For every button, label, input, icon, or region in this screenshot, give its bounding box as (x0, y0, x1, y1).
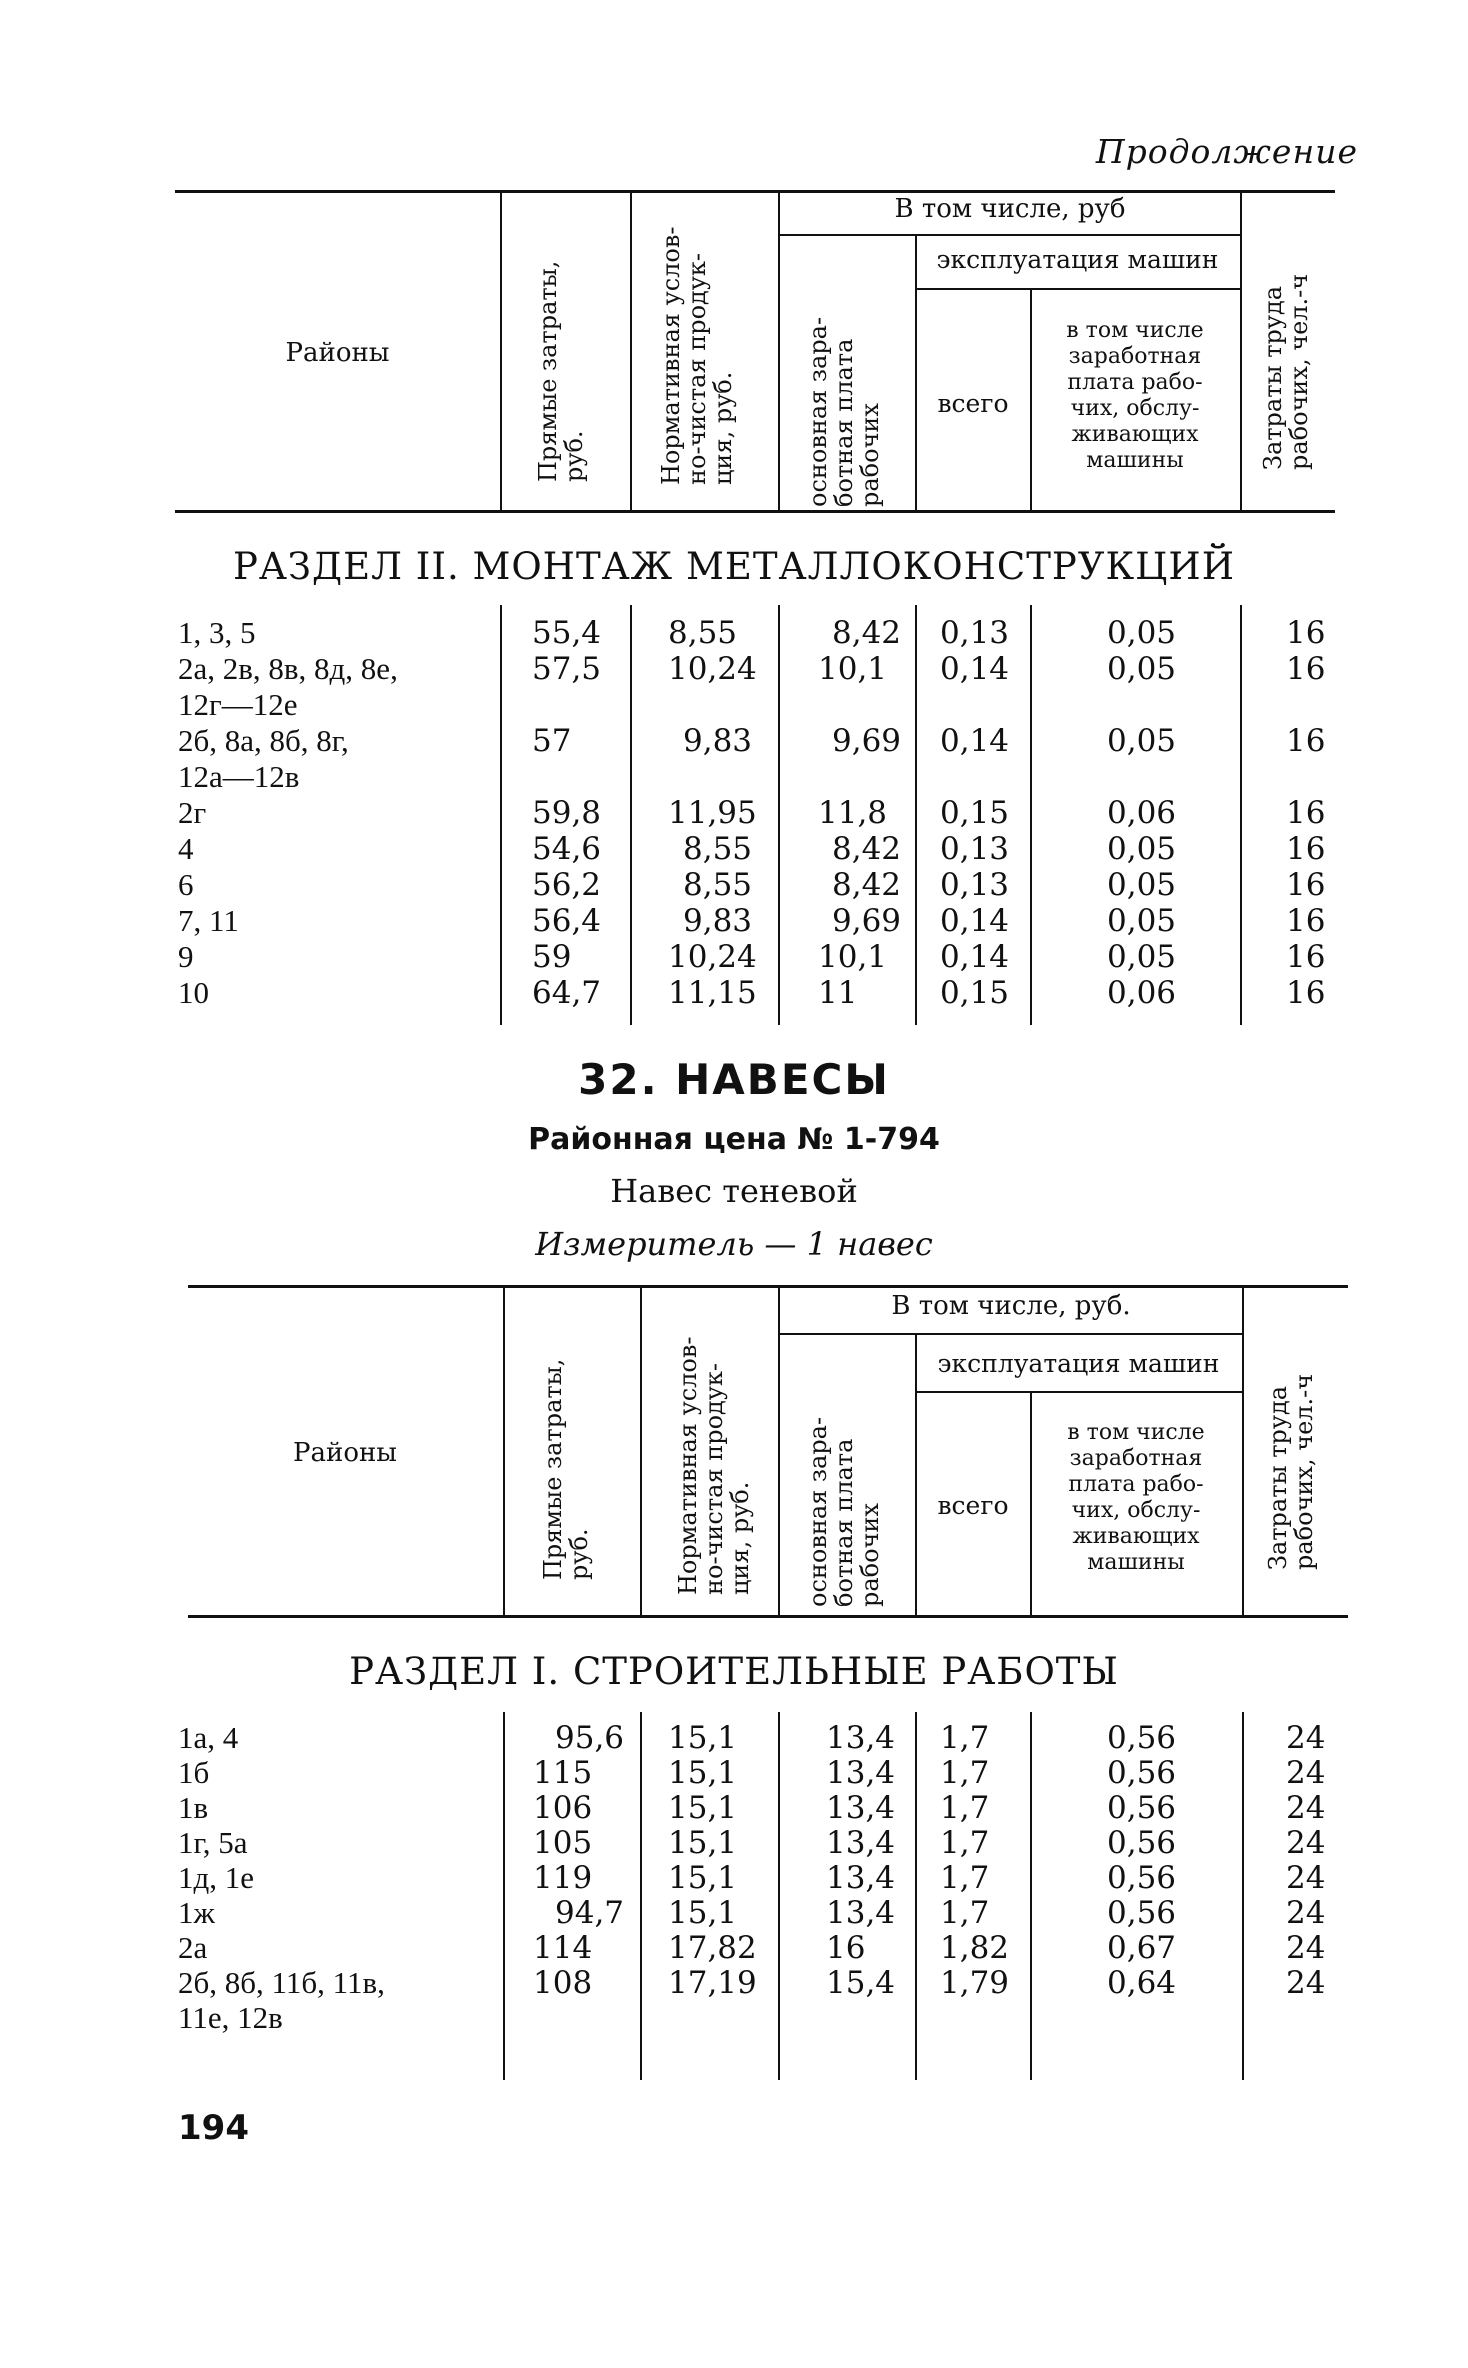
cell-rayon: 2б, 8б, 11б, 11в, (178, 1965, 385, 2000)
cell-vtch: 0,64 (1107, 1965, 1177, 2001)
cell-rayon: 1д, 1е (178, 1860, 255, 1895)
table1-col-divider (500, 190, 502, 510)
table2-body-divider (915, 1712, 917, 2080)
heading-subtitle: Навес теневой (610, 1172, 858, 1210)
cell-trud: 24 (1286, 1930, 1326, 1966)
cell-pryamye: 105 (533, 1825, 593, 1861)
cell-osn: 10,1 (818, 939, 888, 975)
table2-header-bottom-rule (188, 1615, 1348, 1618)
cell-osn: 8,42 (832, 867, 902, 903)
cell-norm: 8,55 (683, 867, 753, 903)
cell-vsego: 1,7 (940, 1720, 990, 1756)
cell-vsego: 0,15 (940, 975, 1010, 1011)
cell-vtch: 0,05 (1107, 867, 1177, 903)
cell-pryamye: 64,7 (532, 975, 602, 1011)
cell-vtch: 0,56 (1107, 1895, 1177, 1931)
table2-header-pryamye: Прямые затраты, руб. (539, 1358, 593, 1580)
table2-header-v-tom-chisle-zarplata: в том числе заработная плата рабо- чих, обслу- живающих машины (1067, 1420, 1205, 1575)
cell-trud: 24 (1286, 1965, 1326, 2001)
cell-vsego: 0,15 (940, 795, 1010, 831)
cell-rayon: 9 (178, 939, 194, 974)
cell-osn: 8,42 (832, 831, 902, 867)
heading-title: 32. НАВЕСЫ (578, 1055, 890, 1104)
cell-vsego: 0,14 (940, 651, 1010, 687)
table1-header-v-tom-chisle-zarplata: в том числе заработная плата рабо- чих, обслу- живающих машины (1066, 318, 1204, 473)
cell-osn: 13,4 (826, 1790, 896, 1826)
cell-osn: 13,4 (826, 1895, 896, 1931)
table2-header-zatraty-truda: Затраты труда рабочих, чел.-ч (1264, 1373, 1318, 1570)
cell-osn: 10,1 (818, 651, 888, 687)
cell-norm: 15,1 (668, 1720, 738, 1756)
cell-trud: 24 (1286, 1790, 1326, 1826)
cell-rayon: 10 (178, 975, 209, 1010)
cell-rayon-cont: 11е, 12в (178, 2000, 283, 2035)
cell-pryamye: 56,2 (532, 867, 602, 903)
page-number: 194 (178, 2108, 249, 2148)
table2-body-divider (778, 1712, 780, 2080)
cell-norm: 9,83 (683, 723, 753, 759)
cell-osn: 13,4 (826, 1860, 896, 1896)
table1-col-divider (778, 190, 780, 510)
cell-norm: 10,24 (668, 939, 757, 975)
cell-vtch: 0,56 (1107, 1755, 1177, 1791)
cell-trud: 24 (1286, 1825, 1326, 1861)
cell-trud: 24 (1286, 1755, 1326, 1791)
cell-norm: 17,82 (668, 1930, 757, 1966)
cell-pryamye: 95,6 (555, 1720, 625, 1756)
table1-header-rayony: Районы (285, 338, 390, 368)
cell-vsego: 0,14 (940, 903, 1010, 939)
cell-norm: 17,19 (668, 1965, 757, 2001)
cell-osn: 13,4 (826, 1720, 896, 1756)
table1-body-divider (1240, 605, 1242, 1025)
cell-rayon: 1в (178, 1790, 209, 1825)
cell-vtch: 0,56 (1107, 1720, 1177, 1756)
cell-vsego: 1,82 (940, 1930, 1010, 1966)
cell-norm: 10,24 (668, 651, 757, 687)
cell-norm: 8,55 (683, 831, 753, 867)
cell-norm: 15,1 (668, 1860, 738, 1896)
table2-header-ekspluatatsiya: эксплуатация машин (937, 1349, 1220, 1378)
table2-body-divider (1030, 1712, 1032, 2080)
cell-trud: 16 (1286, 615, 1326, 651)
cell-rayon: 2а (178, 1930, 208, 1965)
cell-trud: 16 (1286, 651, 1326, 687)
cell-vtch: 0,56 (1107, 1825, 1177, 1861)
cell-norm: 9,83 (683, 903, 753, 939)
cell-osn: 11 (818, 975, 858, 1011)
table1-col-divider (1240, 190, 1242, 510)
cell-vtch: 0,06 (1107, 795, 1177, 831)
cell-vtch: 0,05 (1107, 615, 1177, 651)
cell-norm: 11,15 (668, 975, 757, 1011)
cell-vsego: 1,79 (940, 1965, 1010, 2001)
cell-norm: 15,1 (668, 1825, 738, 1861)
table1-top-rule (175, 190, 1335, 193)
cell-vtch: 0,05 (1107, 651, 1177, 687)
cell-rayon-cont: 12а—12в (178, 759, 300, 794)
table2-col-divider (1242, 1285, 1244, 1615)
heading-measure: Измеритель — 1 навес (535, 1225, 933, 1263)
cell-pryamye: 57,5 (532, 651, 602, 687)
cell-vtch: 0,56 (1107, 1790, 1177, 1826)
cell-osn: 13,4 (826, 1755, 896, 1791)
cell-vsego: 1,7 (940, 1755, 990, 1791)
cell-rayon: 1б (178, 1755, 210, 1790)
cell-vsego: 1,7 (940, 1790, 990, 1826)
table2-sub-rule (778, 1333, 1242, 1335)
cell-trud: 16 (1286, 903, 1326, 939)
cell-vtch: 0,67 (1107, 1930, 1177, 1966)
cell-osn: 11,8 (818, 795, 888, 831)
table2-header-osnovnaya: основная зара- ботная плата рабочих (804, 1416, 884, 1607)
table1-header-vsego: всего (937, 389, 1009, 418)
cell-pryamye: 55,4 (532, 615, 602, 651)
cell-vtch: 0,05 (1107, 831, 1177, 867)
table1-section-title: РАЗДЕЛ II. МОНТАЖ МЕТАЛЛОКОНСТРУКЦИЙ (233, 545, 1235, 588)
table2-body-divider (503, 1712, 505, 2080)
cell-trud: 16 (1286, 831, 1326, 867)
cell-osn: 16 (826, 1930, 866, 1966)
cell-osn: 8,42 (832, 615, 902, 651)
cell-osn: 9,69 (832, 723, 902, 759)
cell-pryamye: 54,6 (532, 831, 602, 867)
cell-vtch: 0,05 (1107, 903, 1177, 939)
cell-vtch: 0,56 (1107, 1860, 1177, 1896)
cell-vsego: 0,14 (940, 723, 1010, 759)
cell-pryamye: 57 (532, 723, 572, 759)
cell-rayon: 2б, 8а, 8б, 8г, (178, 723, 349, 758)
cell-norm: 15,1 (668, 1790, 738, 1826)
table1-body-divider (1030, 605, 1032, 1025)
cell-vsego: 0,13 (940, 867, 1010, 903)
table1-header-bottom-rule (175, 510, 1335, 513)
table1-header-normativnaya: Нормативная услов- но-чистая продук- ция, руб. (657, 226, 737, 485)
table2-col-divider (503, 1285, 505, 1615)
cell-osn: 9,69 (832, 903, 902, 939)
cell-pryamye: 115 (533, 1755, 593, 1791)
cell-vsego: 0,13 (940, 831, 1010, 867)
cell-osn: 15,4 (826, 1965, 896, 2001)
table2-section-title: РАЗДЕЛ I. СТРОИТЕЛЬНЫЕ РАБОТЫ (349, 1650, 1119, 1693)
table1-header-ekspluatatsiya: эксплуатация машин (936, 245, 1219, 274)
cell-vsego: 1,7 (940, 1895, 990, 1931)
cell-pryamye: 59 (532, 939, 572, 975)
table1-sub-rule (915, 288, 1240, 290)
cell-vsego: 1,7 (940, 1860, 990, 1896)
cell-pryamye: 56,4 (532, 903, 602, 939)
cell-norm: 11,95 (668, 795, 757, 831)
table2-body-divider (1242, 1712, 1244, 2080)
cell-trud: 16 (1286, 867, 1326, 903)
table1-header-zatraty-truda: Затраты труда рабочих, чел.-ч (1259, 273, 1313, 470)
cell-pryamye: 114 (533, 1930, 593, 1966)
cell-vsego: 1,7 (940, 1825, 990, 1861)
table1-sub-rule (778, 234, 1240, 236)
cell-norm: 15,1 (668, 1755, 738, 1791)
cell-vtch: 0,05 (1107, 939, 1177, 975)
table1-header-v-tom-chisle: В том числе, руб (894, 194, 1126, 224)
cell-rayon: 4 (178, 831, 194, 866)
table2-top-rule (188, 1285, 1348, 1288)
table2-sub-rule (915, 1391, 1242, 1393)
table2-body-divider (640, 1712, 642, 2080)
cell-rayon: 7, 11 (178, 903, 239, 938)
table2-col-divider (915, 1335, 917, 1615)
cell-rayon: 1, 3, 5 (178, 615, 256, 650)
cell-pryamye: 106 (533, 1790, 593, 1826)
cell-vsego: 0,13 (940, 615, 1010, 651)
table2-header-v-tom-chisle: В том числе, руб. (891, 1291, 1131, 1321)
cell-rayon: 1г, 5а (178, 1825, 248, 1860)
table2-header-rayony: Районы (293, 1438, 397, 1468)
cell-pryamye: 108 (533, 1965, 593, 2001)
cell-trud: 16 (1286, 723, 1326, 759)
cell-trud: 24 (1286, 1720, 1326, 1756)
cell-osn: 13,4 (826, 1825, 896, 1861)
cell-vsego: 0,14 (940, 939, 1010, 975)
table1-body-divider (500, 605, 502, 1025)
continuation-label: Продолжение (1095, 132, 1358, 171)
cell-pryamye: 59,8 (532, 795, 602, 831)
cell-rayon: 2а, 2в, 8в, 8д, 8е, (178, 651, 398, 686)
cell-rayon-cont: 12г—12е (178, 687, 298, 722)
heading-price: Районная цена № 1-794 (528, 1122, 940, 1157)
cell-vtch: 0,06 (1107, 975, 1177, 1011)
table1-col-divider (915, 236, 917, 510)
cell-trud: 16 (1286, 795, 1326, 831)
cell-trud: 24 (1286, 1860, 1326, 1896)
cell-trud: 16 (1286, 975, 1326, 1011)
cell-norm: 15,1 (668, 1895, 738, 1931)
cell-rayon: 2г (178, 795, 207, 830)
cell-norm: 8,55 (668, 615, 738, 651)
table1-body-divider (630, 605, 632, 1025)
table2-col-divider (640, 1285, 642, 1615)
cell-rayon: 6 (178, 867, 194, 902)
table1-body-divider (915, 605, 917, 1025)
table1-header-osnovnaya: основная зара- ботная плата рабочих (804, 316, 884, 507)
cell-rayon: 1а, 4 (178, 1720, 239, 1755)
cell-trud: 16 (1286, 939, 1326, 975)
cell-vtch: 0,05 (1107, 723, 1177, 759)
table2-header-vsego: всего (937, 1491, 1009, 1520)
cell-pryamye: 119 (533, 1860, 593, 1896)
table1-body-divider (778, 605, 780, 1025)
table1-col-divider (630, 190, 632, 510)
cell-trud: 24 (1286, 1895, 1326, 1931)
table1-header-pryamye: Прямые затраты, руб. (534, 260, 588, 482)
cell-rayon: 1ж (178, 1895, 215, 1930)
cell-pryamye: 94,7 (555, 1895, 625, 1931)
table2-header-normativnaya: Нормативная услов- но-чистая продук- ция, руб. (674, 1336, 754, 1595)
